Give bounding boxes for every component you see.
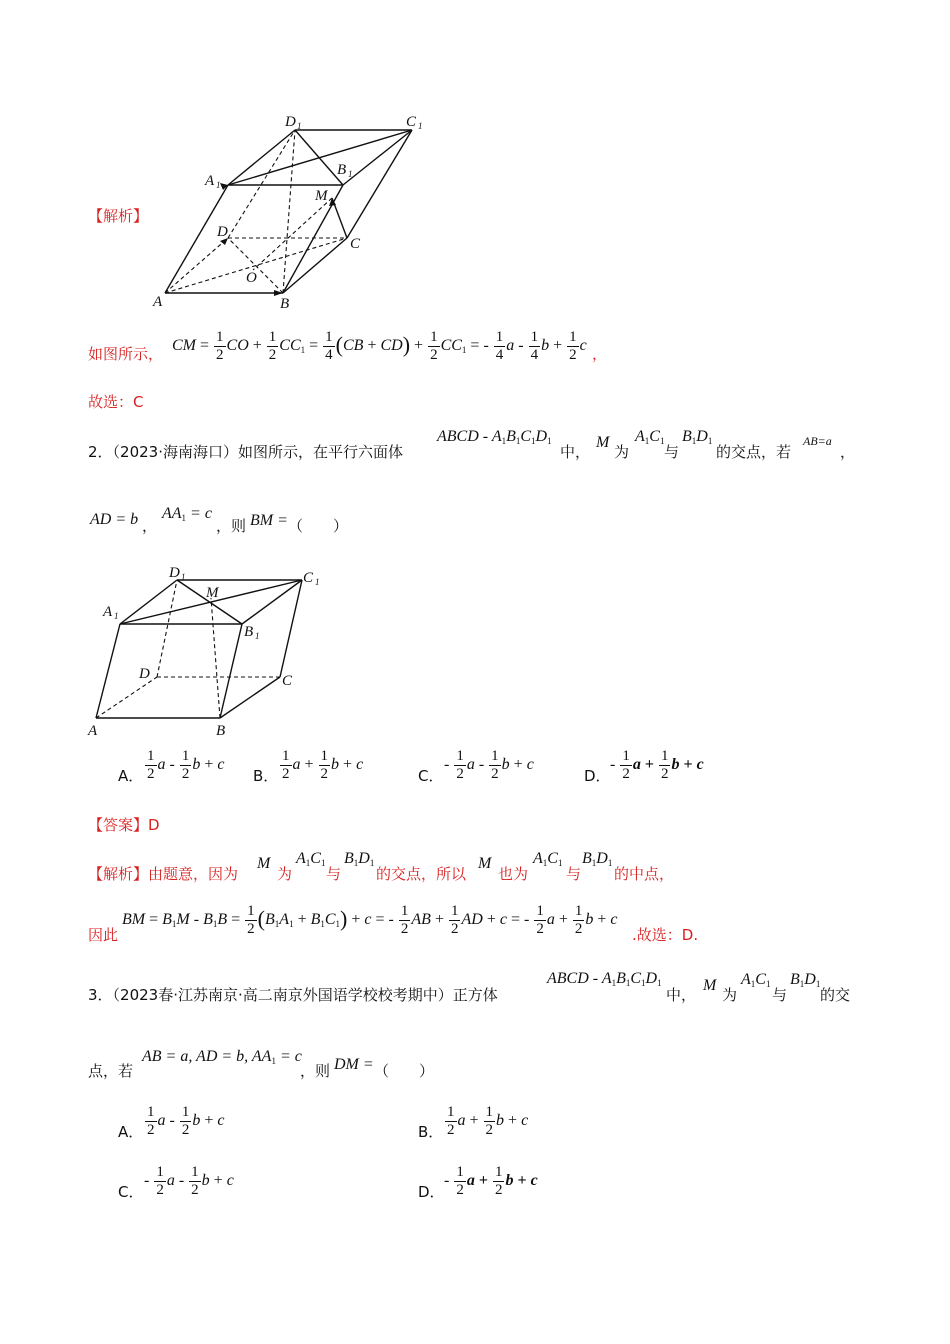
q3-dianruo: 点，若: [88, 1062, 134, 1080]
q2-wei: 为: [614, 443, 630, 461]
q2-paren: （ ）: [288, 517, 349, 535]
q3-yu: 与: [772, 986, 788, 1004]
fig2-label-D: D: [139, 666, 150, 682]
q2-comma2: ，: [142, 517, 158, 535]
q3-ze: ，则: [300, 1062, 331, 1080]
label-A1: A: [205, 173, 215, 189]
fig2-label-B1-sub: 1: [255, 631, 260, 641]
line1-prefix: 如图所示，: [88, 345, 164, 363]
bm-derivation: BM = $B_1M - B_1B$ = $\frac{1}{2}$ $(B_1A_1 + B_1C_1) + c$ = - $\frac{1}{2}$ AB + $\frac{1}{2}$ AD + c = - $\frac{1}{2}$ a + $\frac{1}{2}$ b + c: [122, 903, 618, 937]
jiexi1-tag: 【解析】: [88, 207, 149, 225]
q3-M: M: [703, 977, 717, 994]
label-D1: D: [285, 114, 296, 130]
guxuan1: 故选：C: [88, 393, 144, 411]
q2-body-name: ABCD - $A_1B_1C_1D_1$: [437, 428, 552, 446]
q2-M: M: [596, 434, 610, 451]
q3-condition: AB = a, AD = b, $AA_1 = c$: [142, 1048, 302, 1066]
line1-suffix: ，: [592, 345, 608, 363]
q3-wei: 为: [722, 986, 738, 1004]
answer2: 【答案】D: [88, 816, 160, 834]
jiexi2-line: 【解析】由题意，因为: [88, 865, 239, 883]
q3-paren: （ ）: [374, 1062, 435, 1080]
q3-zhong: 中，: [666, 986, 697, 1004]
label-A: A: [153, 294, 163, 310]
q2-option-d[interactable]: D． - $\frac{1}{2}$ a + $\frac{1}{2}$ b + c: [584, 748, 704, 785]
q3-A1C1: $A_1C_1$: [741, 971, 771, 989]
fig2-label-B1: B: [244, 624, 254, 640]
jiexi2-B1D1-2: $B_1D_1$: [582, 850, 613, 868]
jiexi2-t6: 与: [566, 865, 582, 883]
jiexi2-A1C1-2: $A_1C_1$: [533, 850, 563, 868]
fig2-label-A1: A: [103, 604, 113, 620]
q3-option-d[interactable]: D． - $\frac{1}{2}$ a + $\frac{1}{2}$ b + c: [418, 1164, 538, 1201]
q2-ze: ，则: [216, 517, 247, 535]
q2-line1: 2．（2023·海南海口）如图所示，在平行六面体: [88, 443, 404, 461]
fig2-label-M: M: [206, 585, 219, 601]
q3-B1D1: $B_1D_1$: [790, 971, 821, 989]
jiexi2-t2: 为: [277, 865, 293, 883]
jiexi2-t3: 与: [326, 865, 342, 883]
q3-line1: 3．（2023春·江苏南京·高二南京外国语学校校考期中）正方体: [88, 986, 498, 1004]
q2-option-c[interactable]: C． - $\frac{1}{2}$ a - $\frac{1}{2}$ b + c: [418, 748, 534, 785]
q2-BM: BM =: [250, 512, 288, 529]
jiexi2-t5: 也为: [498, 865, 529, 883]
figure-parallelepiped-1: [150, 110, 440, 315]
q3-option-c[interactable]: C． - $\frac{1}{2}$ a - $\frac{1}{2}$ b + c: [118, 1164, 234, 1201]
q2-B1D1: $B_1D_1$: [682, 428, 713, 446]
q3-dejiao: 的交: [820, 986, 851, 1004]
q2-AB-a: AB=a: [803, 434, 832, 448]
q2-jiaodian: 的交点，若: [716, 443, 792, 461]
q2-option-b[interactable]: B． $\frac{1}{2}$ a + $\frac{1}{2}$ b + c: [253, 748, 364, 785]
label-A1-sub: 1: [216, 180, 221, 190]
jiexi2-t4: 的交点，所以: [376, 865, 467, 883]
yinci: 因此: [88, 926, 119, 944]
label-D: D: [217, 224, 228, 240]
q3-body-name: ABCD - $A_1B_1C_1D_1$: [547, 970, 662, 988]
jiexi2-t7: 的中点，: [614, 865, 675, 883]
label-B1-sub: 1: [348, 169, 353, 179]
fig2-label-C1: C: [303, 570, 314, 586]
fig2-label-A: A: [88, 723, 98, 739]
fig2-label-C: C: [282, 673, 293, 689]
jiexi2-tail: .故选：D.: [632, 926, 699, 944]
cm-formula: CM = $\frac{1}{2}$ CO + $\frac{1}{2}$ $CC_1$ = $\frac{1}{4}$ (CB + CD) + $\frac{1}{2}$ $CC_1$ = - $\frac{1}{4}$ a - $\frac{1}{4}$ b + $\frac{1}{2}$ c: [172, 329, 587, 363]
q3-option-a[interactable]: A． $\frac{1}{2}$ a - $\frac{1}{2}$ b + c: [118, 1104, 225, 1141]
label-O: O: [246, 270, 257, 286]
q2-zhong: 中，: [560, 443, 591, 461]
label-D1-sub: 1: [297, 121, 302, 131]
q2-A1C1: $A_1C_1$: [635, 428, 665, 446]
label-C: C: [350, 236, 361, 252]
label-B: B: [280, 296, 290, 312]
q3-option-b[interactable]: B． $\frac{1}{2}$ a + $\frac{1}{2}$ b + c: [418, 1104, 529, 1141]
jiexi2-B1D1: $B_1D_1$: [344, 850, 375, 868]
q2-comma: ，: [840, 443, 856, 461]
q2-AD-b: AD = b: [90, 511, 139, 528]
jiexi2-A1C1: $A_1C_1$: [296, 850, 326, 868]
figure-parallelepiped-2: [82, 560, 332, 745]
label-M: M: [315, 188, 328, 204]
fig2-label-A1-sub: 1: [114, 611, 119, 621]
fig2-label-D1: D: [169, 565, 180, 581]
q2-option-a[interactable]: A． $\frac{1}{2}$ a - $\frac{1}{2}$ b + c: [118, 748, 225, 785]
fig2-label-D1-sub: 1: [181, 572, 186, 582]
fig2-label-C1-sub: 1: [315, 577, 320, 587]
jiexi2-M1: M: [257, 855, 271, 872]
label-B1: B: [337, 162, 347, 178]
q2-yu: 与: [664, 443, 680, 461]
label-C1: C: [406, 114, 417, 130]
q2-AA1-c: $AA_1 = c$: [162, 505, 212, 523]
q3-DM: DM =: [334, 1056, 374, 1073]
label-C1-sub: 1: [418, 121, 423, 131]
jiexi2-M2: M: [478, 855, 492, 872]
fig2-label-B: B: [216, 723, 226, 739]
